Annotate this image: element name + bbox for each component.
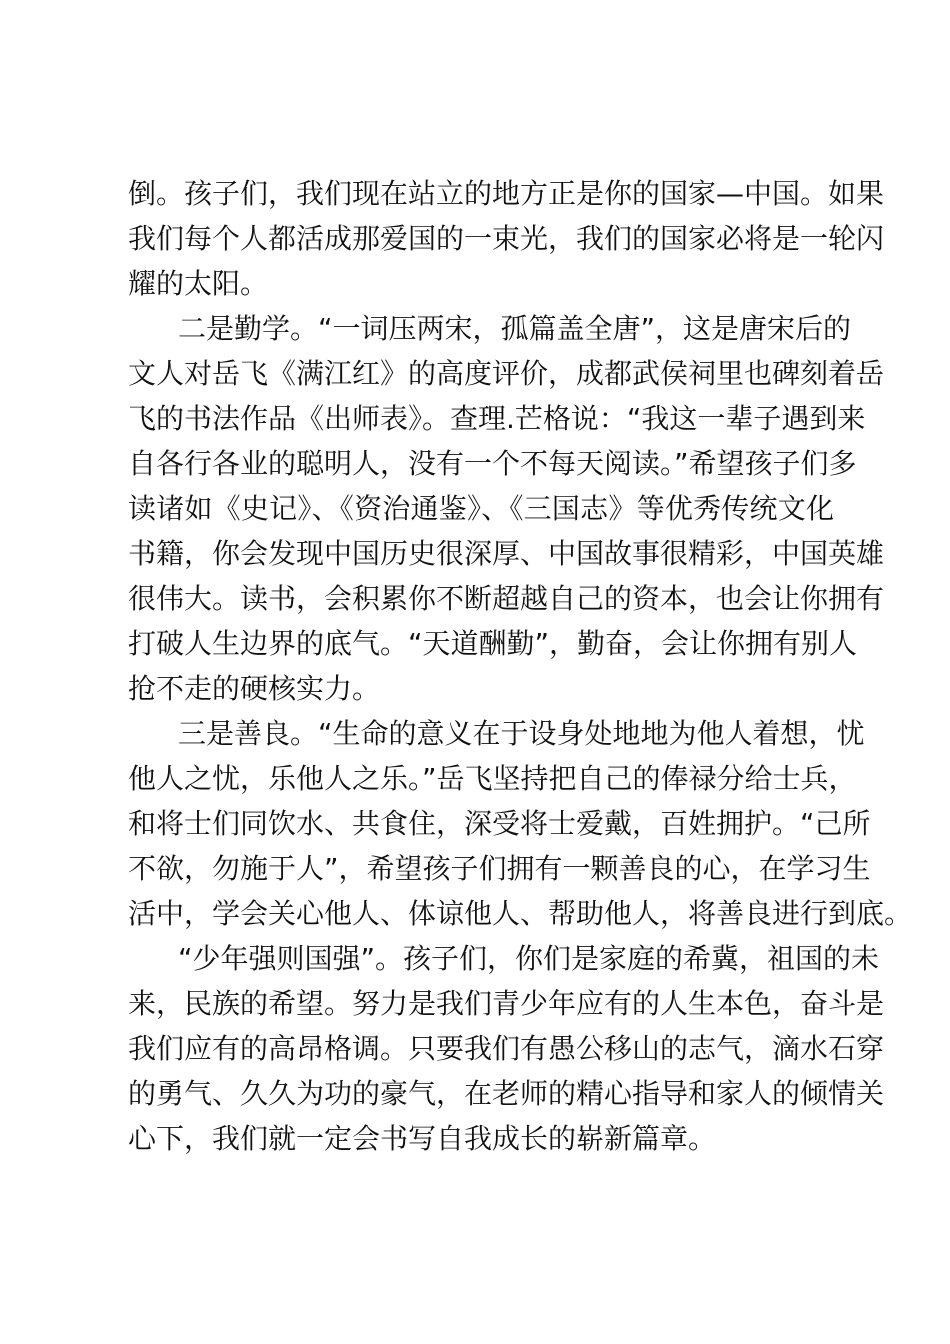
text-line: 飞的书法作品《出师表》。查理.芒格说：“我这一辈子遇到来 [128,402,866,435]
paragraph-start-line: “少年强则国强”。孩子们，你们是家庭的希冀，祖国的未 [178,942,880,975]
text-line: 和将士们同饮水、共食住，深受将士爱戴，百姓拥护。“己所 [128,807,871,840]
text-line: 读诸如《史记》、《资治通鉴》、《三国志》等优秀传统文化 [128,492,834,525]
body-text [128,171,913,1161]
text-line: 很伟大。读书，会积累你不断超越自己的资本，也会让你拥有 [128,582,885,615]
paragraph-start-line: 二是勤学。“一词压两宋，孤篇盖全唐”，这是唐宋后的 [178,312,852,345]
text-line: 耀的太阳。 [128,267,269,300]
text-line: 的勇气、久久为功的豪气，在老师的精心指导和家人的倾情关 [128,1077,885,1110]
text-line: 他人之忧，乐他人之乐。”岳飞坚持把自己的俸禄分给士兵， [128,762,857,795]
text-line: 自各行各业的聪明人，没有一个不每天阅读。”希望孩子们多 [128,447,857,480]
text-line: 抢不走的硬核实力。 [128,672,381,705]
text-line: 我们应有的高昂格调。只要我们有愚公移山的志气，滴水石穿 [128,1032,885,1065]
paragraph-start-line: 三是善良。“生命的意义在于设身处地地为他人着想，忧 [178,717,865,750]
text-line: 文人对岳飞《满江红》的高度评价，成都武侯祠里也碑刻着岳 [128,357,885,390]
text-line: 倒。孩子们，我们现在站立的地方正是你的国家—中国。如果 [128,177,885,210]
text-line: 我们每个人都活成那爱国的一束光，我们的国家必将是一轮闪 [128,222,885,255]
text-line: 来，民族的希望。努力是我们青少年应有的人生本色，奋斗是 [128,987,885,1020]
text-line: 心下，我们就一定会书写自我成长的崭新篇章。 [128,1122,717,1155]
text-line: 活中，学会关心他人、体谅他人、帮助他人，将善良进行到底。 [128,897,913,930]
text-line: 书籍，你会发现中国历史很深厚、中国故事很精彩，中国英雄 [128,537,885,570]
text-line: 打破人生边界的底气。“天道酬勤”，勤奋，会让你拥有别人 [128,627,858,660]
text-line: 不欲，勿施于人”，希望孩子们拥有一颗善良的心，在学习生 [128,852,871,885]
